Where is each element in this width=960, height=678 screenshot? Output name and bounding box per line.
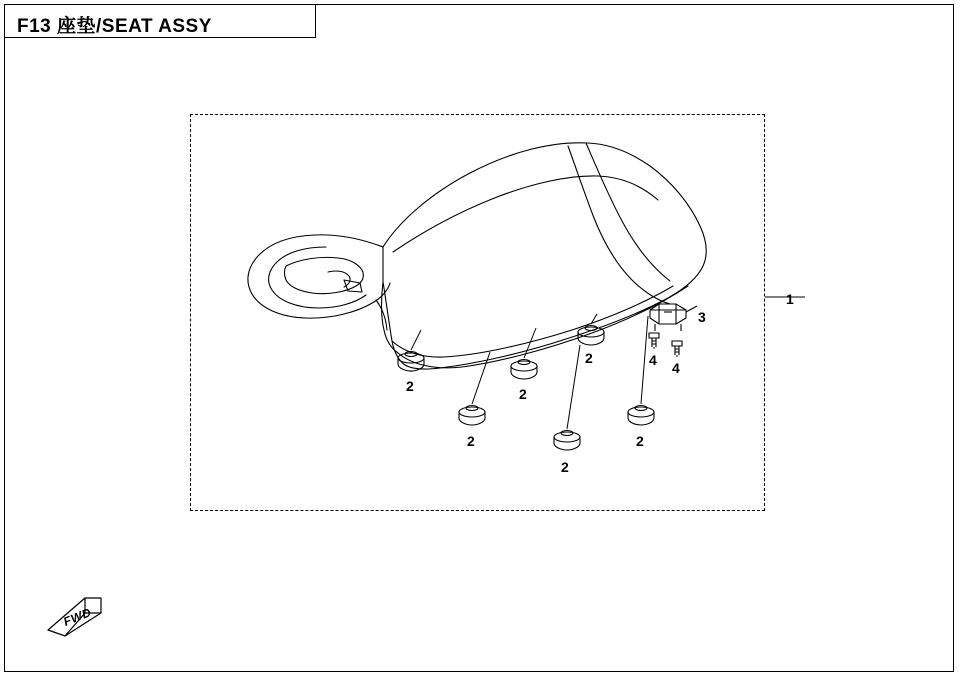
callout-2-b: 2 [467, 433, 475, 449]
callout-2-e: 2 [585, 350, 593, 366]
callout-2-c: 2 [519, 386, 527, 402]
page-title: F13 座垫/SEAT ASSY [17, 16, 212, 37]
callout-2-a: 2 [406, 378, 414, 394]
callout-4-b: 4 [672, 360, 680, 376]
callout-4-a: 4 [649, 352, 657, 368]
callout-3: 3 [698, 309, 706, 325]
fwd-label: FWD [61, 605, 94, 629]
callout-2-d: 2 [561, 459, 569, 475]
callout-2-f: 2 [636, 433, 644, 449]
forward-direction-marker [45, 596, 107, 638]
callout-1: 1 [786, 291, 794, 307]
